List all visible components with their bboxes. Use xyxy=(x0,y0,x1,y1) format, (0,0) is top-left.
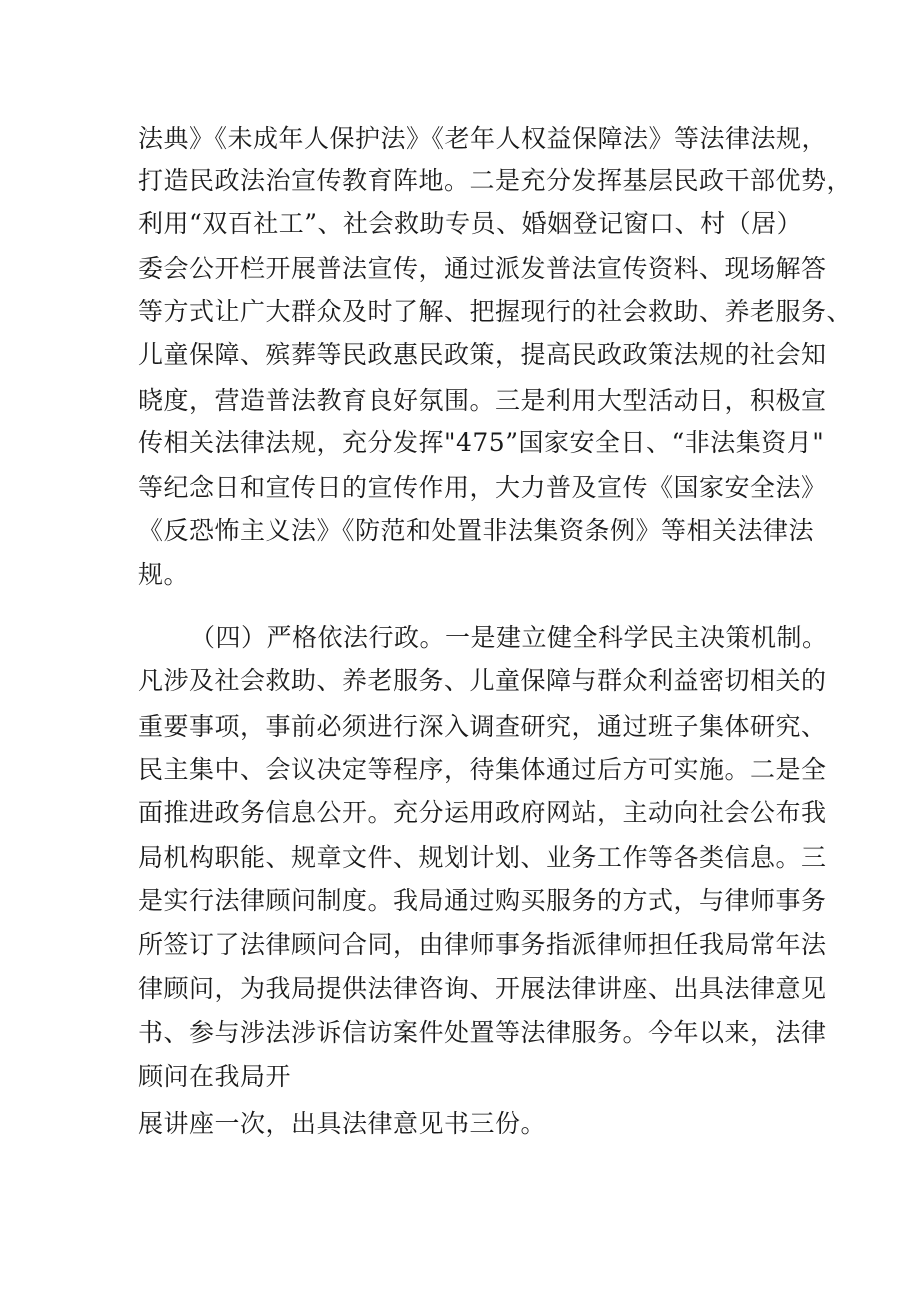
text-line: 面推进政务信息公开。充分运用政府网站，主动向社会公布我 xyxy=(138,798,827,827)
text-line: 《反恐怖主义法》《防范和处置非法集资条例》等相关法律法 xyxy=(138,516,815,545)
text-line: 局机构职能、规章文件、规划计划、业务工作等各类信息。三 xyxy=(138,843,827,872)
section-heading-line: （四）严格依法行政。一是建立健全科学民主决策机制。 xyxy=(190,623,828,652)
text-line: 是实行法律顾问制度。我局通过购买服务的方式，与律师事务 xyxy=(138,886,827,915)
text-line: 委会公开栏开展普法宣传，通过派发普法宣传资料、现场解答 xyxy=(138,254,827,283)
text-line: 打造民政法治宣传教育阵地。二是充分发挥基层民政干部优势， xyxy=(138,166,853,195)
text-line: 顾问在我局开 xyxy=(138,1062,292,1091)
text-line: 所签订了法律顾问合同，由律师事务指派律师担任我局常年法 xyxy=(138,930,827,959)
text-line: 儿童保障、殡葬等民政惠民政策，提高民政政策法规的社会知 xyxy=(138,340,827,369)
text-line: 展讲座一次，出具法律意见书三份。 xyxy=(138,1109,547,1138)
text-line: 凡涉及社会救助、养老服务、儿童保障与群众利益密切相关的 xyxy=(138,666,827,695)
text-line: 等纪念日和宣传日的宣传作用，大力普及宣传《国家安全法》 xyxy=(138,473,827,502)
text-line: 法典》《未成年人保护法》《老年人权益保障法》等法律法规， xyxy=(138,124,828,153)
text-line: 等方式让广大群众及时了解、把握现行的社会救助、养老服务、 xyxy=(138,297,853,326)
text-line: 晓度，营造普法教育良好氛围。三是利用大型活动日，积极宣 xyxy=(138,386,827,415)
text-line: 利用“双百社工”、社会救助专员、婚姻登记窗口、村（居） xyxy=(138,209,803,238)
text-line: 重要事项，事前必须进行深入调查研究，通过班子集体研究、 xyxy=(138,712,827,741)
text-line: 传相关法律法规，充分发挥"475”国家安全日、“非法集资月" xyxy=(138,428,825,457)
text-line: 书、参与涉法涉诉信访案件处置等法律服务。今年以来，法律 xyxy=(138,1018,827,1047)
text-line: 律顾问，为我局提供法律咨询、开展法律讲座、出具法律意见 xyxy=(138,974,827,1003)
text-line: 规。 xyxy=(138,560,190,589)
text-line: 民主集中、会议决定等程序，待集体通过后方可实施。二是全 xyxy=(138,755,827,784)
